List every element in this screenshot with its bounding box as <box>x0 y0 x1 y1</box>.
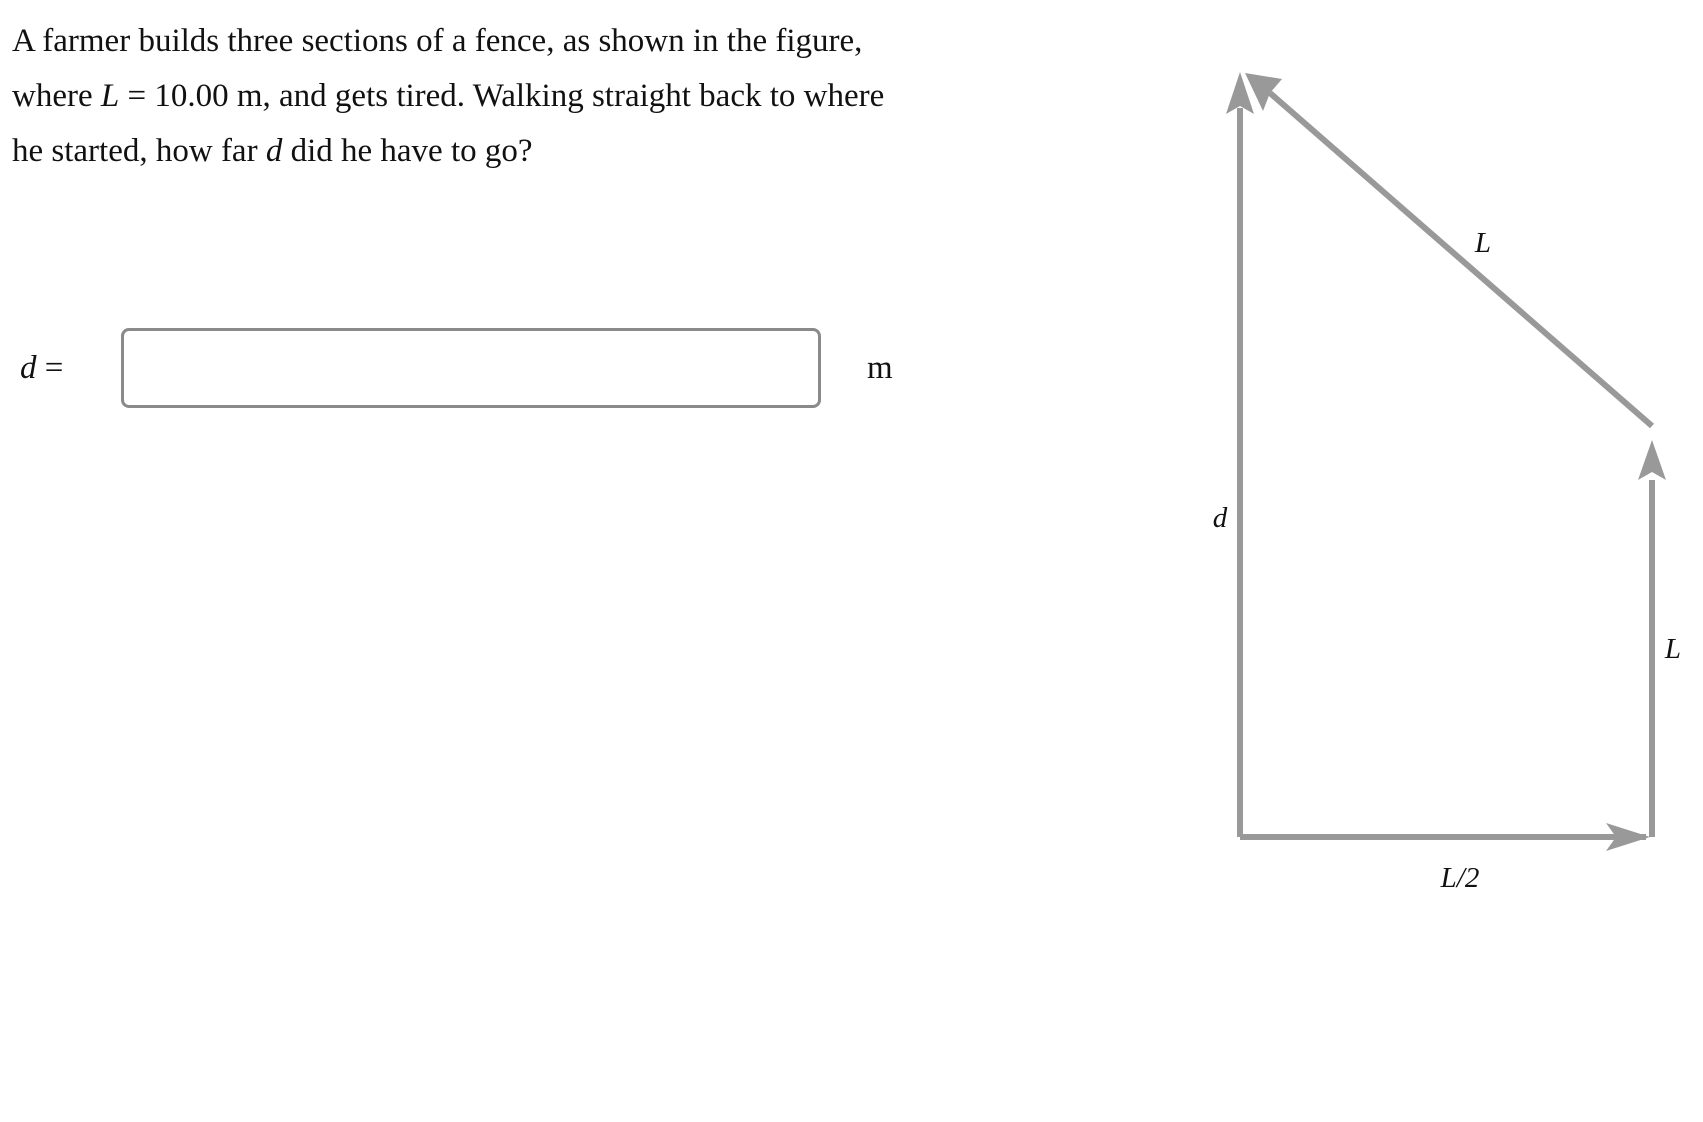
answer-equals: = <box>36 350 64 386</box>
label-right: L <box>1664 633 1682 665</box>
arrowhead-right <box>1638 440 1666 480</box>
label-bottom: L/2 <box>1440 862 1480 894</box>
question-part-3: did he have to go? <box>282 133 533 169</box>
segment-diagonal <box>1270 93 1652 426</box>
answer-row <box>0 326 960 416</box>
variable-L: L <box>100 78 120 114</box>
answer-variable: d <box>20 350 37 386</box>
question-text <box>12 14 912 179</box>
answer-label <box>20 348 63 388</box>
variable-d: d <box>265 133 283 169</box>
fence-diagram <box>1180 50 1700 930</box>
question-part-2: , and gets tired. Walking straight back to where he started, how far <box>12 78 885 169</box>
answer-unit: m <box>867 350 893 386</box>
label-diagonal: L <box>1474 227 1492 259</box>
equals-sign: = <box>119 78 155 114</box>
label-left: d <box>1212 502 1228 534</box>
question-part-1: A farmer builds three sections of a fence, as shown in the figure, where <box>12 23 863 114</box>
given-value: 10.00 m <box>154 78 263 114</box>
answer-input[interactable] <box>121 328 821 408</box>
